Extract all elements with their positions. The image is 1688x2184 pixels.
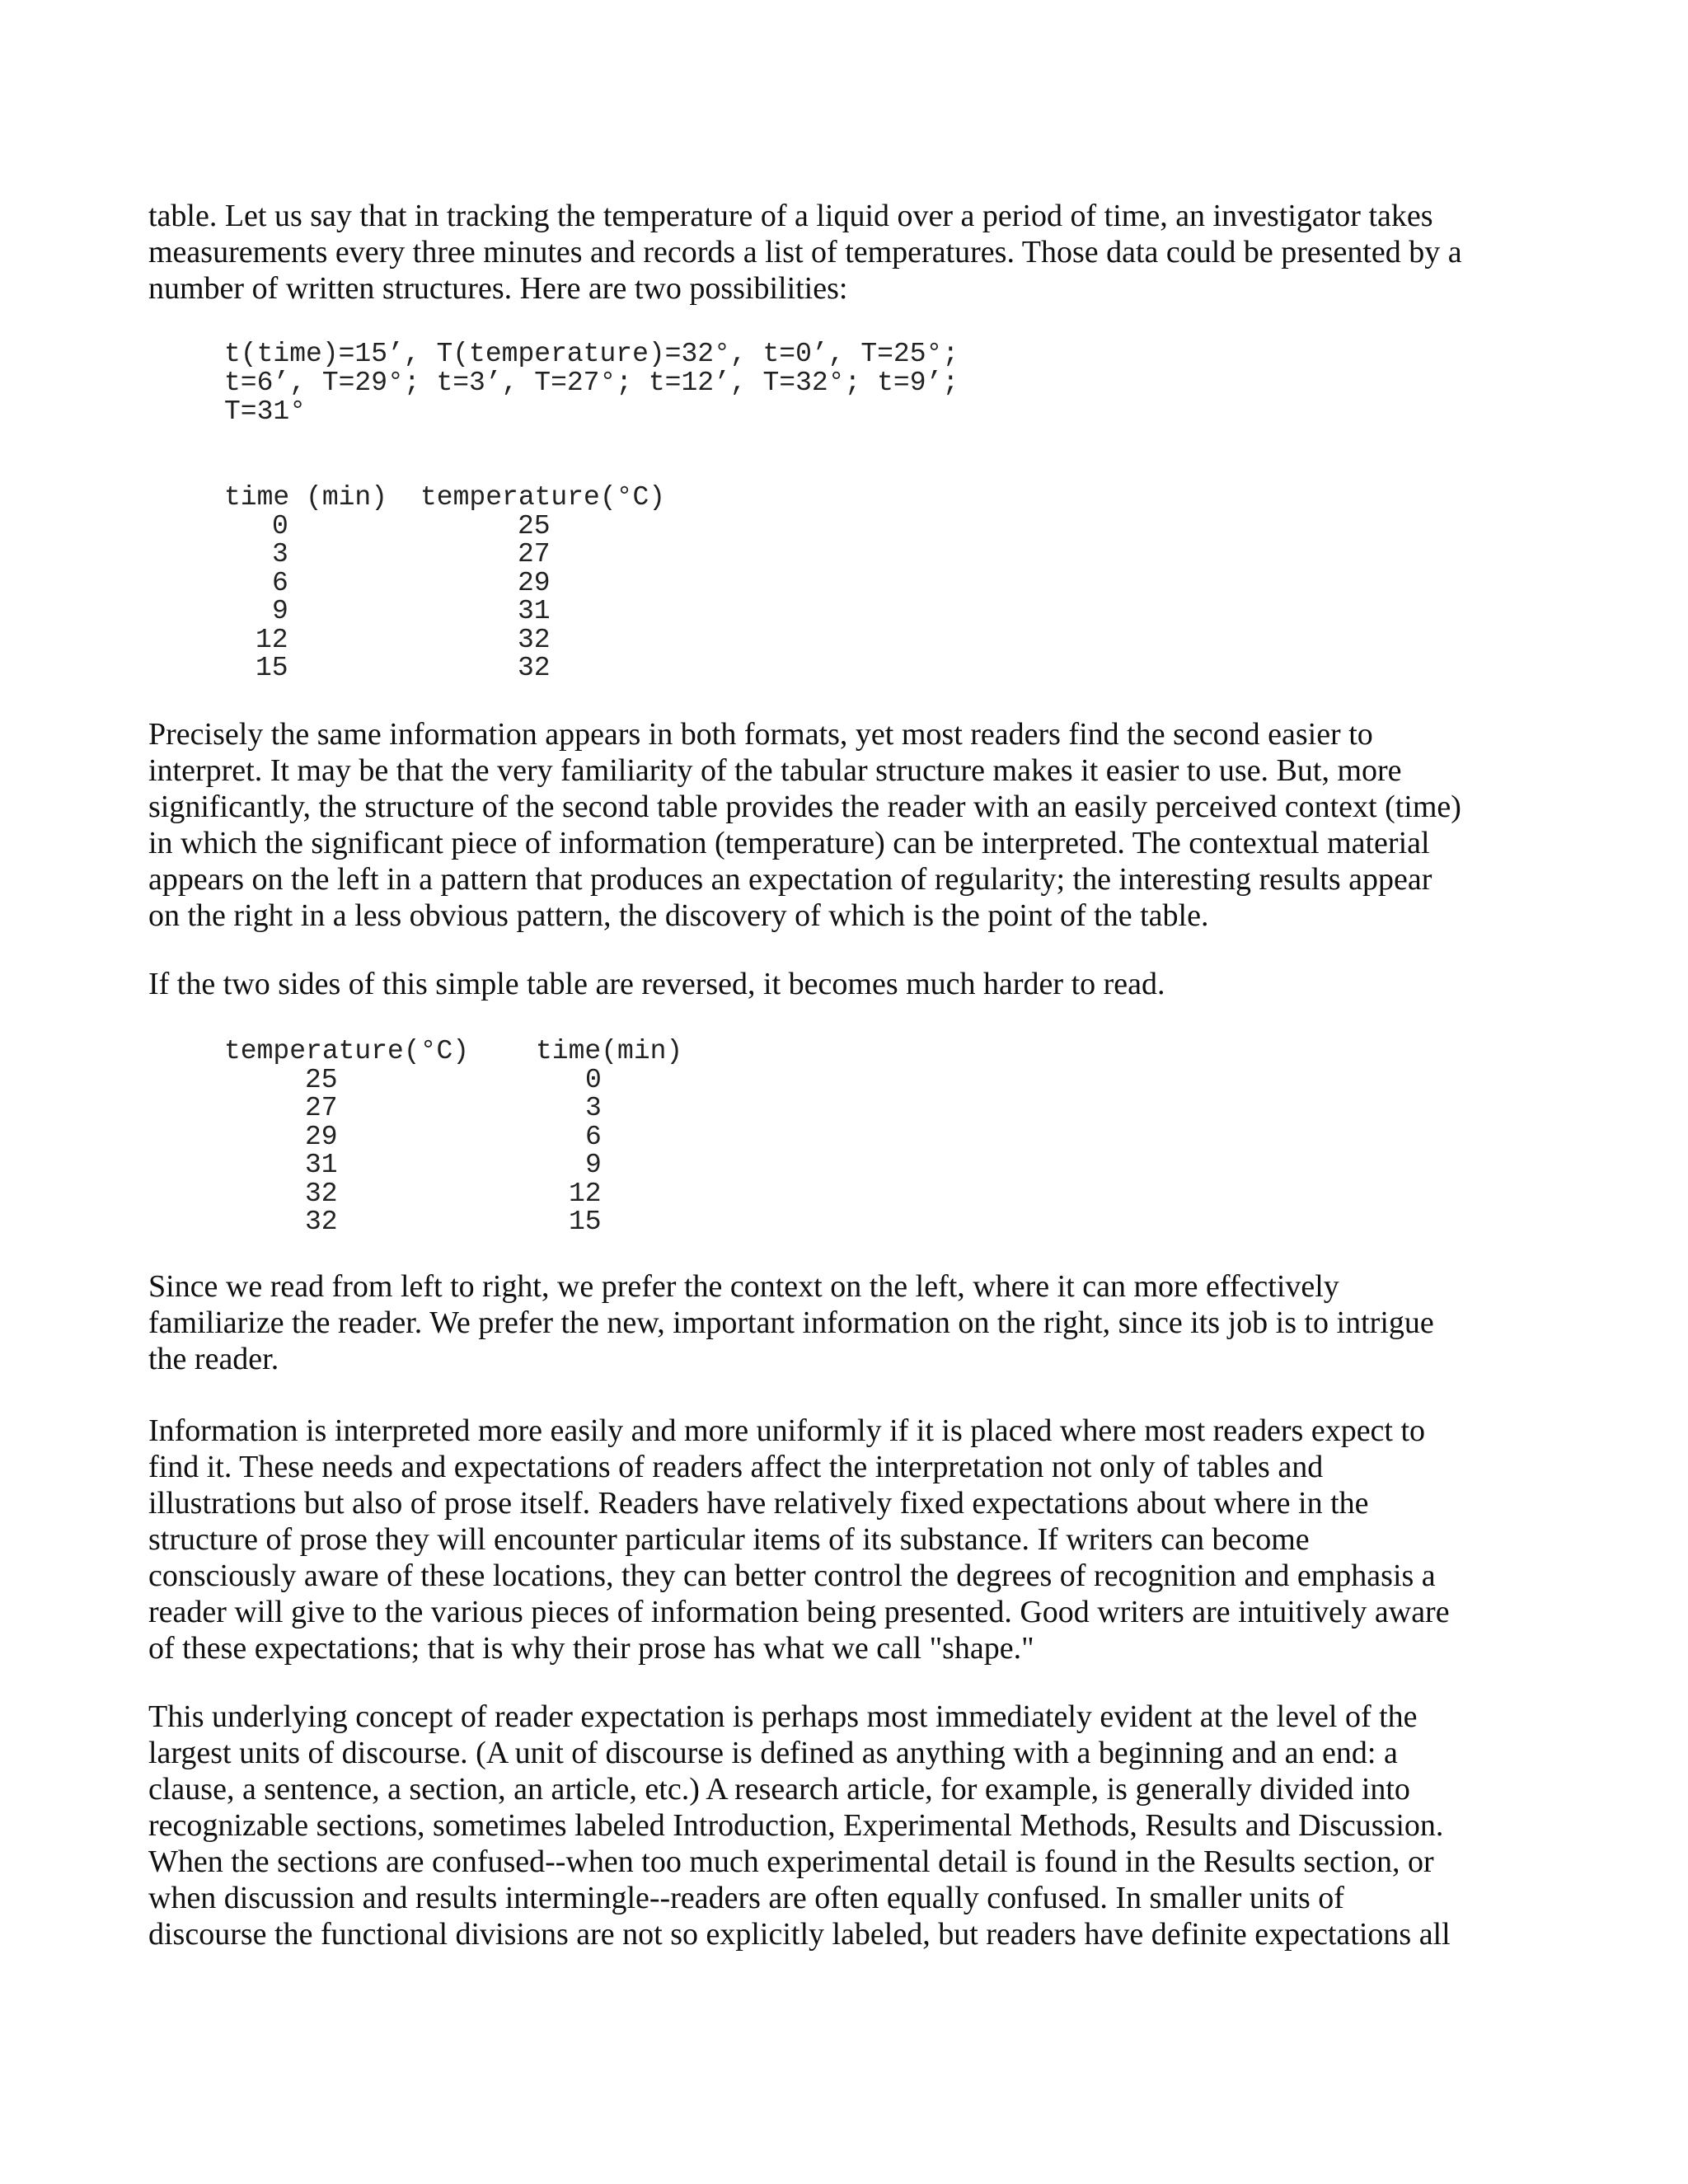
- column-header-temperature: temperature(°C): [420, 482, 666, 513]
- temperature-cell: 29: [305, 1121, 338, 1152]
- paragraph-since: Since we read from left to right, we prefer the context on the left, where it can more effectively familiarize the reader. We prefer the new, important information on the right, since its job is to intrigue the reader.: [148, 1269, 1434, 1376]
- time-cell: 15: [569, 1207, 602, 1237]
- temperature-cell: 25: [518, 510, 551, 541]
- temperature-cell: 32: [518, 624, 551, 655]
- time-cell: 9: [585, 1150, 602, 1180]
- temperature-cell: 32: [305, 1207, 338, 1237]
- temperature-cell: 27: [518, 539, 551, 569]
- temperature-cell: 29: [518, 567, 551, 598]
- time-cell: 12: [569, 1178, 602, 1209]
- column-header-time: time (min): [224, 482, 388, 513]
- time-cell: 3: [585, 1093, 602, 1123]
- temperature-cell: 32: [305, 1178, 338, 1209]
- time-cell: 9: [272, 596, 288, 626]
- column-header-time: time(min): [536, 1036, 683, 1066]
- time-cell: 0: [585, 1064, 602, 1095]
- column-header-temperature: temperature(°C): [224, 1036, 470, 1066]
- temperature-cell: 31: [305, 1150, 338, 1180]
- list-format-data: t(time)=15’, T(temperature)=32°, t=0’, T=25°; t=6’, T=29°; t=3’, T=27°; t=12’, T=32°; t=9’; T=31°: [224, 339, 959, 427]
- time-cell: 15: [256, 653, 288, 683]
- time-cell: 3: [272, 539, 288, 569]
- time-cell: 6: [272, 567, 288, 598]
- temperature-cell: 25: [305, 1064, 338, 1095]
- time-cell: 12: [256, 624, 288, 655]
- temperature-cell: 31: [518, 596, 551, 626]
- paragraph-reversed: If the two sides of this simple table are reversed, it becomes much harder to read.: [148, 967, 1165, 1001]
- paragraph-underlying: This underlying concept of reader expectation is perhaps most immediately evident at the level of the largest units of discourse. (A unit of discourse is defined as anything with a beginning and an end: a clause, a sentence, a section, an article, etc.) A research article, for example, is generally divided into recognizable sections, sometimes labeled Introduction, Experimental Methods, Results and Discussion. When the sections are confused--when too much experimental detail is found in the Results section, or when discussion and results intermingle--readers are often equally confused. In smaller units of discourse the functional divisions are not so explicitly labeled, but readers have definite expectations all: [148, 1699, 1451, 1952]
- time-cell: 6: [585, 1121, 602, 1152]
- temperature-cell: 32: [518, 653, 551, 683]
- paragraph-information: Information is interpreted more easily and more uniformly if it is placed where most readers expect to find it. These needs and expectations of readers affect the interpretation not only of tables and illustrations but also of prose itself. Readers have relatively fixed expectations about where in the structure of prose they will encounter particular items of its substance. If writers can become consciously aware of these locations, they can better control the degrees of recognition and emphasis a reader will give to the various pieces of information being presented. Good writers are intuitively aware of these expectations; that is why their prose has what we call "shape.": [148, 1413, 1450, 1666]
- paragraph-precisely: Precisely the same information appears in both formats, yet most readers find the second easier to interpret. It may be that the very familiarity of the tabular structure makes it easier to use. But, more significantly, the structure of the second table provides the reader with an easily perceived context (time) in which the significant piece of information (temperature) can be interpreted. The contextual material appears on the left in a pattern that produces an expectation of regularity; the interesting results appear on the right in a less obvious pattern, the discovery of which is the point of the table.: [148, 717, 1461, 933]
- paragraph-intro: table. Let us say that in tracking the temperature of a liquid over a period of time, an investigator takes measurements every three minutes and records a list of temperatures. Those data could be presented by a number of written structures. Here are two possibilities:: [148, 199, 1462, 306]
- temperature-cell: 27: [305, 1093, 338, 1123]
- time-cell: 0: [272, 510, 288, 541]
